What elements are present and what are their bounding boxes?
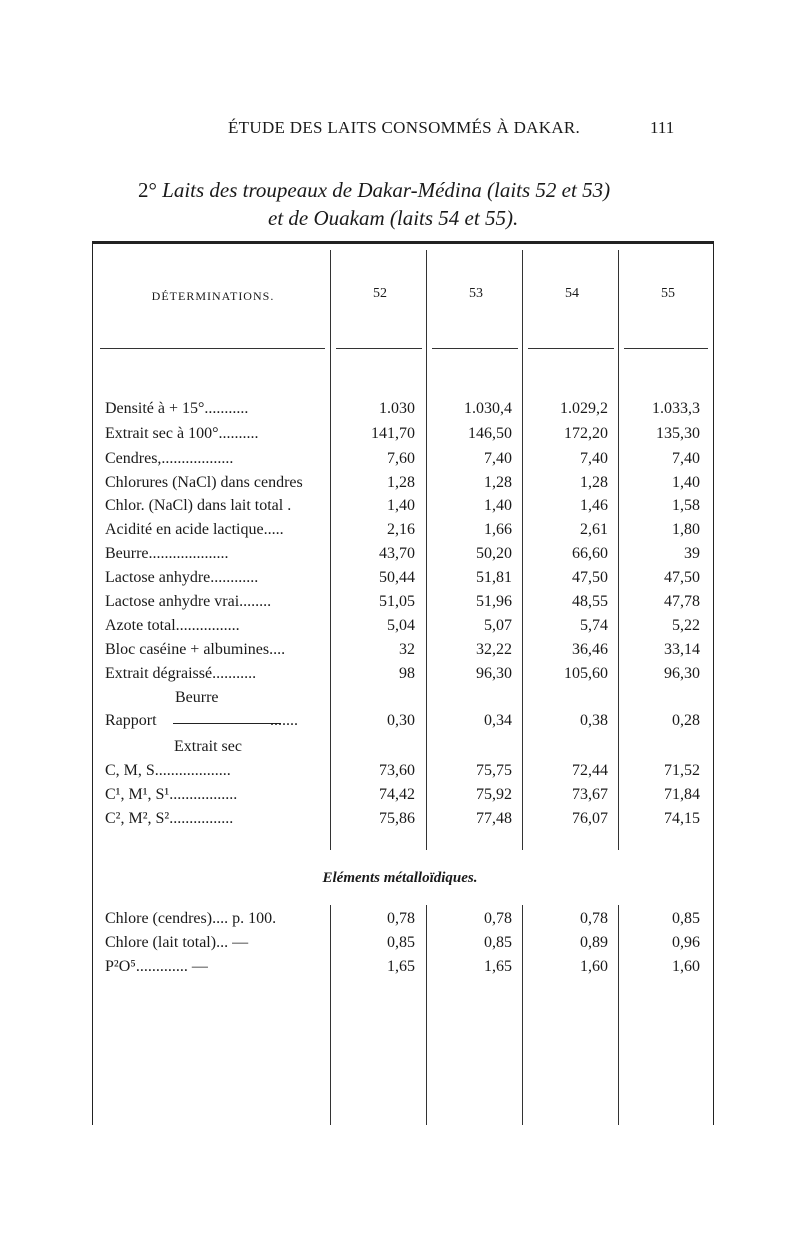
table-row	[0, 400, 800, 422]
table-row	[0, 910, 800, 932]
row-label: P²O⁵............. —	[105, 958, 208, 975]
running-header	[0, 118, 800, 144]
cell: 1.033,3	[652, 400, 700, 417]
column-header-55: 55	[661, 286, 675, 301]
cell: 7,40	[580, 450, 608, 467]
cell: 7,40	[672, 450, 700, 467]
row-label: Lactose anhydre............	[105, 569, 259, 586]
table-row	[0, 497, 800, 519]
cell: 71,52	[664, 762, 700, 779]
cell: 5,07	[484, 617, 512, 634]
cell: 7,40	[484, 450, 512, 467]
table-row	[0, 425, 800, 447]
header-rule	[432, 348, 518, 349]
cell: 1,40	[484, 497, 512, 514]
cell: 1,28	[484, 474, 512, 491]
page-number: 111	[650, 118, 675, 137]
fraction-bar	[173, 723, 281, 724]
ratio-denominator: Extrait sec	[174, 738, 242, 755]
row-label: Beurre....................	[105, 545, 229, 562]
header-rule	[100, 348, 325, 349]
cell: 1,40	[672, 474, 700, 491]
running-title: ÉTUDE DES LAITS CONSOMMÉS À DAKAR.	[228, 118, 581, 137]
cell: 73,67	[572, 786, 608, 803]
row-label: Densité à + 15°...........	[105, 400, 249, 417]
cell: 47,50	[572, 569, 608, 586]
cell: 71,84	[664, 786, 700, 803]
cell: 75,86	[379, 810, 415, 827]
table-row	[0, 934, 800, 956]
cell: 51,96	[476, 593, 512, 610]
cell: 32,22	[476, 641, 512, 658]
cell: 96,30	[664, 665, 700, 682]
section-title-metalloid: Eléments métalloïdiques.	[322, 870, 478, 886]
cell: 98	[399, 665, 415, 682]
section-subtitle-line2: et de Ouakam (laits 54 et 55).	[268, 206, 519, 230]
cell: 2,16	[387, 521, 415, 538]
cell: 72,44	[572, 762, 608, 779]
cell: 1.030	[379, 400, 415, 417]
cell: 47,78	[664, 593, 700, 610]
cell: 105,60	[564, 665, 608, 682]
cell: 75,75	[476, 762, 512, 779]
header-rule	[336, 348, 422, 349]
cell: 48,55	[572, 593, 608, 610]
cell: 1,60	[672, 958, 700, 975]
cell: 1,65	[484, 958, 512, 975]
cell: 77,48	[476, 810, 512, 827]
cell: 74,15	[664, 810, 700, 827]
row-label: Lactose anhydre vrai........	[105, 593, 272, 610]
cell: 0,30	[387, 712, 415, 729]
table-row	[0, 474, 800, 496]
table-row	[0, 958, 800, 980]
cell: 5,04	[387, 617, 415, 634]
ratio-dots: .......	[270, 712, 298, 729]
cell: 0,28	[672, 712, 700, 729]
column-header-53: 53	[469, 286, 483, 301]
cell: 5,74	[580, 617, 608, 634]
row-label: Chlorures (NaCl) dans cendres	[105, 474, 303, 491]
cell: 66,60	[572, 545, 608, 562]
cell: 1.029,2	[560, 400, 608, 417]
table-row	[0, 786, 800, 808]
row-label: Extrait sec à 100°..........	[105, 425, 259, 442]
row-label: C, M, S...................	[105, 762, 231, 779]
table-row	[0, 545, 800, 567]
table-row	[0, 810, 800, 832]
row-label: Cendres,..................	[105, 450, 234, 467]
cell: 51,05	[379, 593, 415, 610]
column-header-54: 54	[565, 286, 579, 301]
cell: 1,66	[484, 521, 512, 538]
cell: 1,65	[387, 958, 415, 975]
cell: 75,92	[476, 786, 512, 803]
cell: 96,30	[476, 665, 512, 682]
cell: 0,38	[580, 712, 608, 729]
cell: 0,34	[484, 712, 512, 729]
column-header-determinations: DÉTERMINATIONS.	[151, 289, 275, 303]
cell: 7,60	[387, 450, 415, 467]
cell: 0,85	[387, 934, 415, 951]
cell: 0,89	[580, 934, 608, 951]
table-row	[0, 617, 800, 639]
cell: 33,14	[664, 641, 700, 658]
cell: 1,46	[580, 497, 608, 514]
cell: 1.030,4	[464, 400, 512, 417]
table-row	[0, 762, 800, 784]
cell: 172,20	[564, 425, 608, 442]
section-subtitle-line1	[138, 178, 610, 203]
header-rule	[528, 348, 614, 349]
cell: 50,44	[379, 569, 415, 586]
cell: 36,46	[572, 641, 608, 658]
cell: 141,70	[371, 425, 415, 442]
header-rule	[624, 348, 708, 349]
cell: 0,78	[580, 910, 608, 927]
table-row	[0, 450, 800, 472]
cell: 73,60	[379, 762, 415, 779]
section-number: 2°	[138, 178, 157, 202]
cell: 5,22	[672, 617, 700, 634]
cell: 0,78	[484, 910, 512, 927]
table-row-ratio	[0, 712, 800, 734]
cell: 0,96	[672, 934, 700, 951]
table-row	[0, 593, 800, 615]
cell: 1,28	[580, 474, 608, 491]
cell: 0,85	[672, 910, 700, 927]
ratio-label: Rapport	[105, 712, 157, 729]
subtitle-text-1: Laits des troupeaux de Dakar-Médina (laits 52 et 53)	[162, 178, 611, 202]
row-label: Bloc caséine + albumines....	[105, 641, 286, 658]
cell: 0,78	[387, 910, 415, 927]
cell: 1,28	[387, 474, 415, 491]
row-label: Extrait dégraissé...........	[105, 665, 257, 682]
row-label: Acidité en acide lactique.....	[105, 521, 284, 538]
cell: 32	[399, 641, 415, 658]
row-label: C¹, M¹, S¹.................	[105, 786, 238, 803]
table-row	[0, 665, 800, 687]
cell: 0,85	[484, 934, 512, 951]
cell: 76,07	[572, 810, 608, 827]
cell: 43,70	[379, 545, 415, 562]
cell: 51,81	[476, 569, 512, 586]
row-label: Chlor. (NaCl) dans lait total .	[105, 497, 292, 514]
cell: 2,61	[580, 521, 608, 538]
column-header-52: 52	[373, 286, 387, 301]
ratio-numerator: Beurre	[175, 689, 219, 706]
cell: 135,30	[656, 425, 700, 442]
table-row	[0, 569, 800, 591]
row-label: C², M², S²................	[105, 810, 234, 827]
cell: 1,58	[672, 497, 700, 514]
cell: 39	[684, 545, 700, 562]
cell: 50,20	[476, 545, 512, 562]
row-label: Azote total................	[105, 617, 240, 634]
table-row	[0, 521, 800, 543]
cell: 1,80	[672, 521, 700, 538]
table-row	[0, 641, 800, 663]
cell: 1,40	[387, 497, 415, 514]
cell: 47,50	[664, 569, 700, 586]
row-label: Chlore (lait total)... —	[105, 934, 249, 951]
cell: 146,50	[468, 425, 512, 442]
cell: 1,60	[580, 958, 608, 975]
cell: 74,42	[379, 786, 415, 803]
row-label: Chlore (cendres).... p. 100.	[105, 910, 277, 927]
